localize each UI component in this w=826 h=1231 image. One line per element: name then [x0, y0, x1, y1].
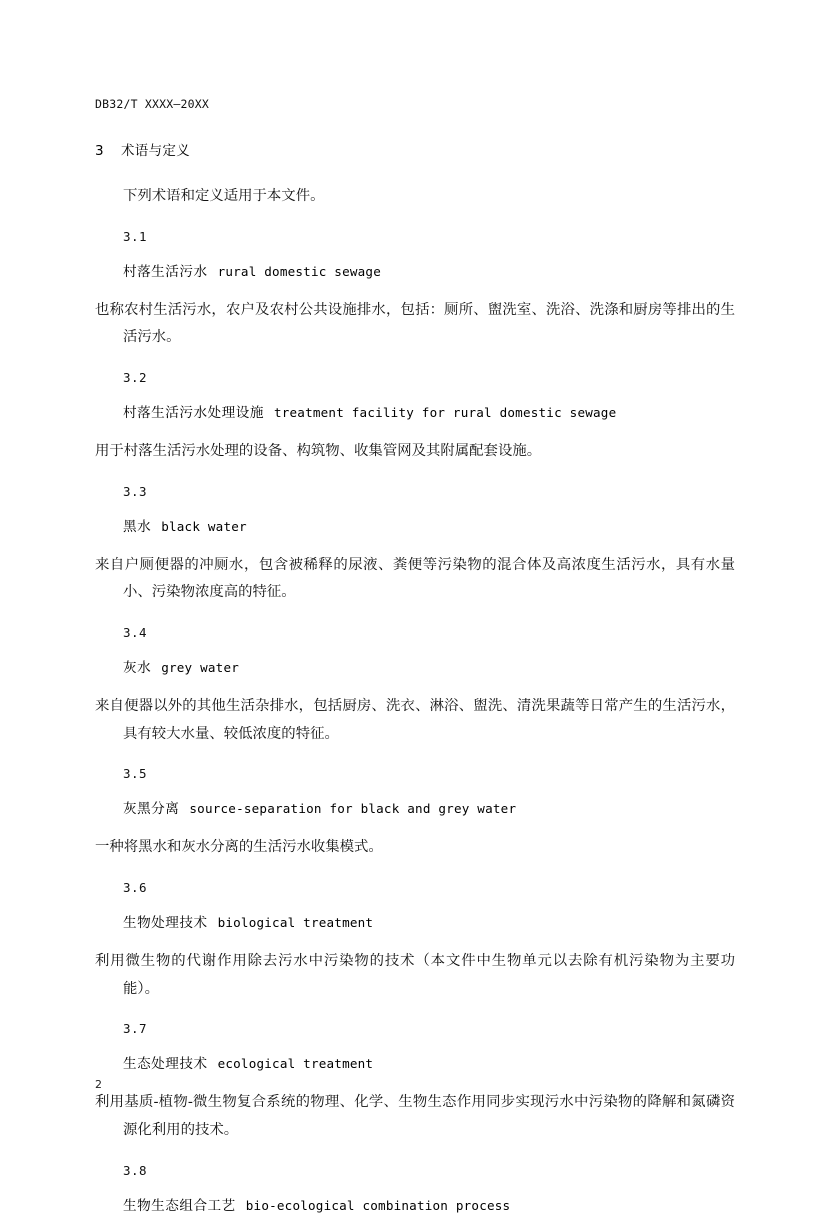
page-number: 2: [95, 1078, 102, 1091]
term-name-en: black water: [161, 518, 247, 534]
term-name-en: rural domestic sewage: [217, 263, 381, 279]
term-name-en: ecological treatment: [217, 1056, 374, 1072]
term-name-cn: 黑水: [123, 518, 152, 535]
page-content: [95, 97, 735, 1231]
clause-heading: [95, 139, 735, 159]
term-heading: [95, 515, 735, 536]
term-definition: 来自便器以外的其他生活杂排水，包括厨房、洗衣、淋浴、盥洗、清洗果蔬等日常产生的生活污水，具有较大水量、较低浓度的特征。: [95, 697, 735, 742]
term-number: 3.3: [123, 483, 148, 499]
term-name-cn: 灰黑分离: [123, 801, 180, 818]
term-definition: 用于村落生活污水处理的设备、构筑物、收集管网及其附属配套设施。: [95, 442, 542, 459]
term-definition: 来自户厕便器的冲厕水，包含被稀释的尿液、粪便等污染物的混合体及高浓度生活污水，具有水量小、污染物浓度高的特征。: [95, 556, 735, 601]
term-number: 3.2: [123, 369, 148, 385]
term-name-cn: 生态处理技术: [123, 1056, 208, 1073]
term-name-en: treatment facility for rural domestic sewage: [273, 404, 617, 420]
term-number: 3.6: [123, 879, 148, 895]
term-definition: 利用基质-植物-微生物复合系统的物理、化学、生物生态作用同步实现污水中污染物的降解和氮磷资源化利用的技术。: [95, 1094, 735, 1138]
term-number: 3.5: [123, 766, 148, 782]
term-name-cn: 村落生活污水: [123, 263, 208, 280]
term-definition: 一种将黑水和灰水分离的生活污水收集模式。: [95, 839, 383, 856]
term-heading: [95, 911, 735, 932]
clause-title-text: 术语与定义: [121, 143, 190, 159]
term-heading: [95, 656, 735, 677]
term-name-cn: 村落生活污水处理设施: [123, 404, 264, 421]
term-definition: 利用微生物的代谢作用除去污水中污染物的技术（本文件中生物单元以去除有机污染物为主要功能）。: [95, 952, 735, 997]
term-name-en: source-separation for black and grey water: [189, 801, 517, 817]
term-heading: [95, 401, 735, 422]
clause-number: 3: [95, 143, 104, 159]
term-number: 3.4: [123, 624, 148, 640]
clause-intro-text: 下列术语和定义适用于本文件。: [123, 188, 325, 204]
term-heading: [95, 1052, 735, 1073]
term-number: 3.1: [123, 228, 148, 244]
term-heading: [95, 260, 735, 281]
term-heading: [95, 797, 735, 818]
term-number: 3.8: [123, 1162, 148, 1178]
term-heading: [95, 1194, 735, 1215]
term-definition: 也称农村生活污水，农户及农村公共设施排水，包括：厕所、盥洗室、洗浴、洗涤和厨房等排出的生活污水。: [95, 301, 735, 346]
term-name-cn: 灰水: [123, 659, 152, 676]
term-name-cn: 生物处理技术: [123, 914, 208, 931]
document-header-code: DB32/T XXXX—20XX: [95, 97, 209, 111]
term-name-cn: 生物生态组合工艺: [123, 1197, 236, 1214]
term-name-en: grey water: [161, 659, 240, 675]
term-name-en: biological treatment: [217, 914, 374, 930]
term-name-en: bio-ecological combination process: [245, 1197, 511, 1213]
term-number: 3.7: [123, 1021, 148, 1037]
